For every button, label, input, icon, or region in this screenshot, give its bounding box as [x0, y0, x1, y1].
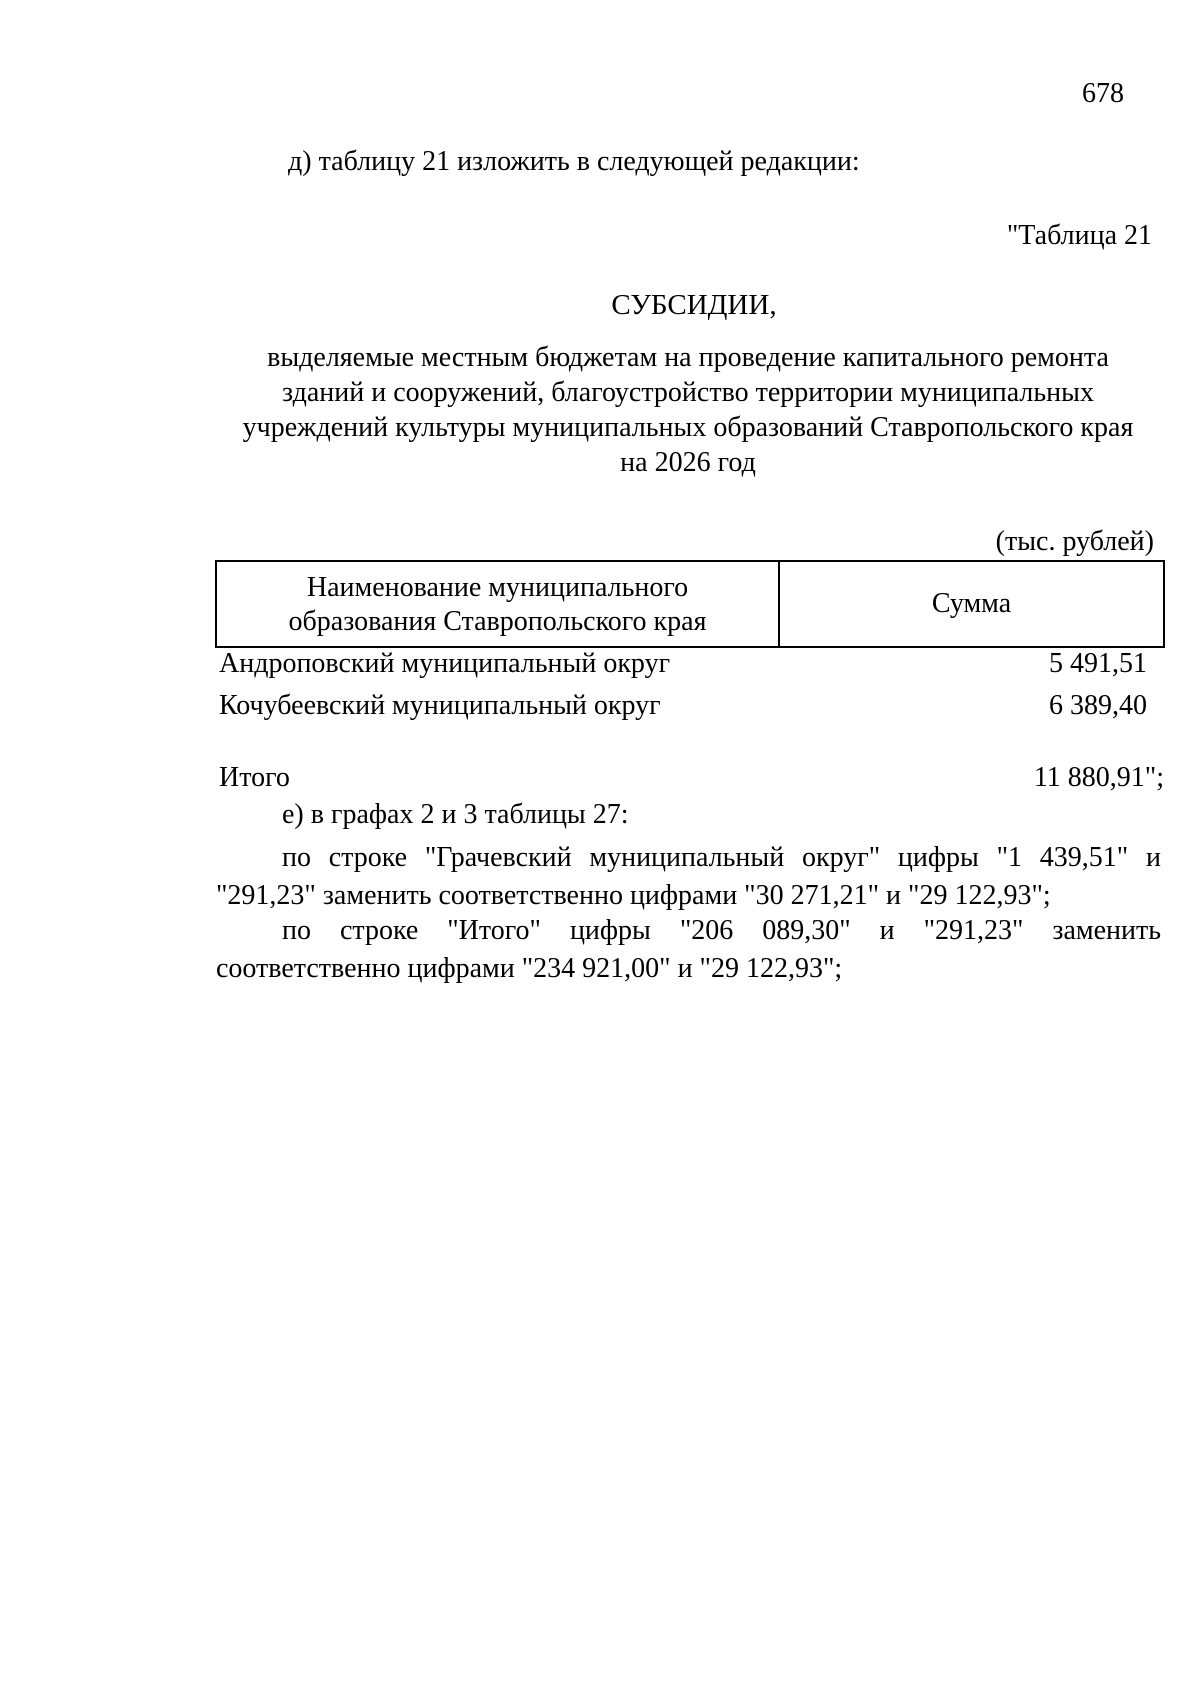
header-sum-cell: Сумма [931, 588, 1012, 619]
paragraph-total: по строке "Итого" цифры "206 089,30" и "291,23" заменить соответственно цифрами "234 921,00" и "29 122,93"; [216, 915, 1161, 984]
header-name-cell [217, 562, 780, 646]
intro-text: д) таблицу 21 изложить в следующей редакции: [288, 146, 860, 177]
units-label: (тыс. рублей) [995, 526, 1154, 557]
row-sum: 5 491,51 [1049, 648, 1147, 679]
row-name: Кочубеевский муниципальный округ [219, 690, 661, 721]
table-reference: "Таблица 21 [1006, 220, 1152, 251]
subtitle-line: зданий и сооружений, благоустройство территории муниципальных [282, 377, 1094, 408]
subtitle-line: выделяемые местным бюджетам на проведение капитального ремонта [267, 342, 1109, 373]
paragraph-grachevsky: по строке "Грачевский муниципальный округ" цифры "1 439,51" и "291,23" заменить соответственно цифрами "30 271,21" и "29 122,93"; [216, 842, 1161, 911]
total-row [219, 762, 1164, 794]
row-sum: 6 389,40 [1049, 690, 1147, 721]
header-name-line: Наименование муниципального [306, 572, 689, 603]
total-sum: 11 880,91"; [1033, 762, 1164, 793]
document-subtitle [216, 340, 1160, 480]
table-header [215, 560, 1165, 648]
page-number: 678 [1082, 78, 1124, 109]
document-title: СУБСИДИИ, [611, 289, 777, 321]
paragraph-e: е) в графах 2 и 3 таблицы 27: [282, 799, 629, 830]
total-label: Итого [219, 762, 290, 793]
row-name: Андроповский муниципальный округ [219, 648, 671, 679]
header-name-line: образования Ставропольского края [288, 606, 707, 637]
table-row [219, 690, 1147, 722]
table-row [219, 648, 1147, 680]
subtitle-line: на 2026 год [620, 447, 756, 478]
subtitle-line: учреждений культуры муниципальных образований Ставропольского края [242, 412, 1134, 443]
